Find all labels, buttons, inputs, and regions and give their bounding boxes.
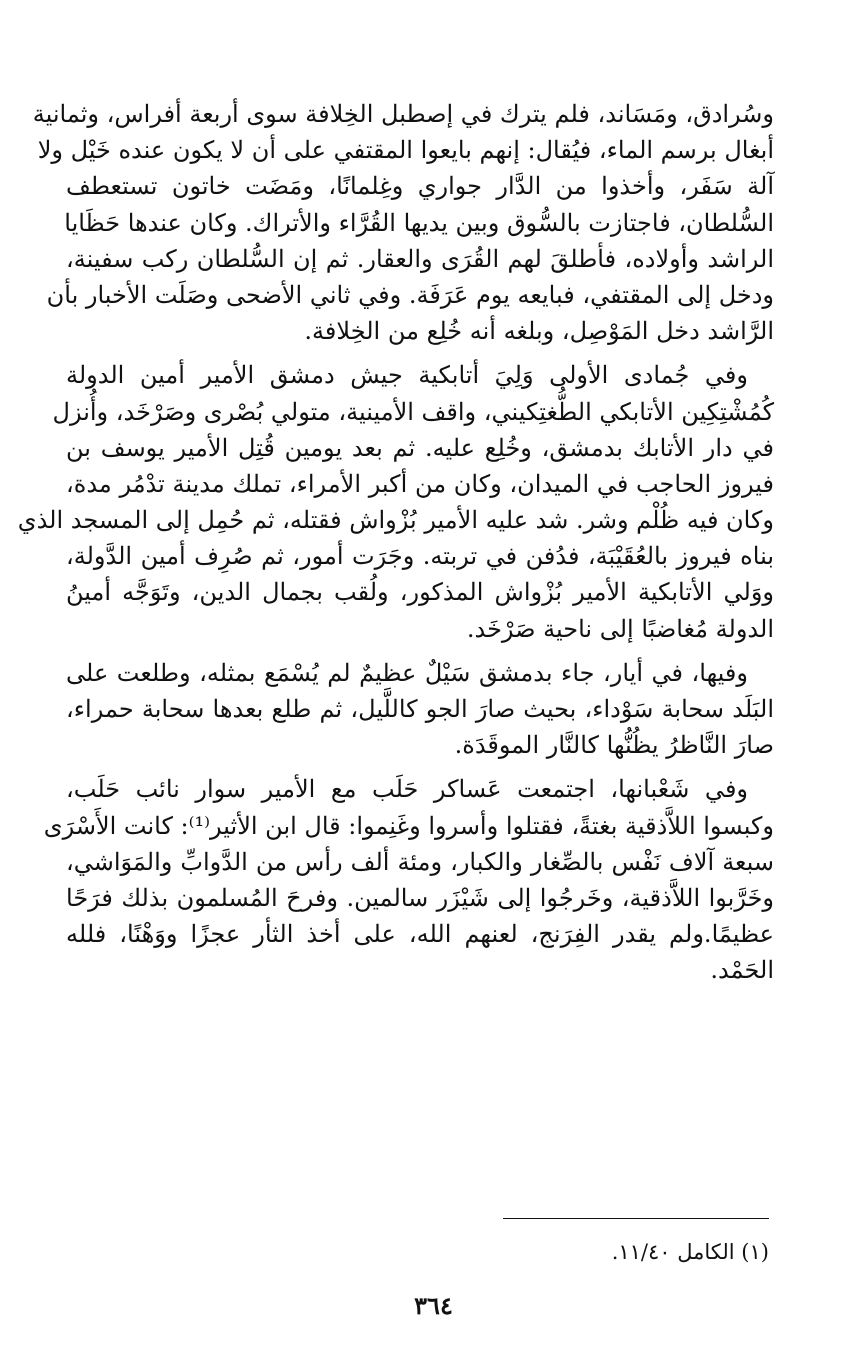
text-line: ووَلي الأتابكية الأمير بُزْواش المذكور، ولُقب بجمال الدين، وتَوَجَّه أمينُ: [66, 578, 774, 607]
text-line: بناه فيروز بالعُقَيْبَة، فدُفن في تربته. وجَرَت أمور، ثم صُرِف أمين الدَّولة،: [66, 542, 774, 571]
footnote: (١) الكامل ١١/٤٠.: [611, 1240, 769, 1264]
text-line: عظيمًا.ولم يقدر الفِرَنج، لعنهم الله، على أخذ الثأر عجزًا ووَهْنًا، فلله: [66, 920, 775, 949]
paragraph-3: [66, 655, 774, 764]
text-line: وكان فيه ظُلْم وشر. شد عليه الأمير بُزْواش فقتله، ثم حُمِل إلى المسجد الذي: [17, 506, 774, 535]
text-line: البَلَد سحابة سَوْداء، بحيث صارَ الجو كاللَّيل، ثم طلع بعدها سحابة حمراء،: [66, 695, 774, 723]
paragraph-4: [43, 771, 775, 988]
text-line: ودخل إلى المقتفي، فبايعه يوم عَرَفَة. وفي ثاني الأضحى وصَلَت الأخبار بأن: [46, 280, 774, 309]
text-line: الرَّاشد دخل المَوْصِل، وبلغه أنه خُلِع من الخِلافة.: [304, 317, 774, 346]
text-line: وخَرَّبوا اللاَّذقية، وخَرجُوا إلى شَيْزَر سالمين. وفرحَ المُسلمون بذلك فرَحًا: [66, 883, 774, 912]
text-line: السُّلطان، فاجتازت بالسُّوق وبين يديها القُرَّاء والأتراك. وكان عندها حَظَايا: [64, 208, 774, 237]
text-line: أبغال برسم الماء، فيُقال: إنهم بايعوا المقتفي على أن لا يكون عنده خَيْل ولا: [37, 136, 774, 165]
text-line: فيروز الحاجب في الميدان، وكان من أكبر الأمراء، تملك مدينة تدْمُر مدة،: [66, 469, 774, 498]
text-line: وفي شَعْبانها، اجتمعت عَساكر حَلَب مع الأمير سوار نائب حَلَب،: [66, 775, 748, 804]
text-line: الراشد وأولاده، فأطلقَ لهم القُرَى والعقار. ثم إن السُّلطان ركب سفينة،: [66, 244, 774, 273]
text-line: سبعة آلاف نَفْس بالصِّغار والكبار، ومئة ألف رأس من الدَّوابِّ والمَوَاشي،: [66, 847, 774, 876]
text-line: الدولة مُغاضبًا إلى ناحية صَرْخَد.: [466, 614, 774, 643]
footnote-divider: [503, 1218, 769, 1219]
paragraph-1: [32, 96, 774, 349]
text-line: صارَ النَّاظرُ يظُنُّها كالنَّار الموقَدَة.: [454, 731, 774, 760]
text-line: في دار الأتابك بدمشق، وخُلِع عليه. ثم بعد يومين قُتِل الأمير يوسف بن: [66, 433, 774, 462]
text-line: وفي جُمادى الأولى وَلِيَ أتابكية جيش دمشق الأمير أمين الدولة: [66, 361, 748, 390]
page-number: ٣٦٤: [414, 1291, 453, 1320]
text-line: وكبسوا اللاَّذقية بغتةً، فقتلوا وأسروا وغَنِموا: قال ابن الأثير⁽¹⁾: كانت الأَسْرَى: [43, 811, 774, 840]
text-line: كُمُشْتِكِين الأتابكي الطُّغتِكيني، واقف الأمينية، متولي بُصْرى وصَرْخَد، وأُنزل: [52, 397, 774, 426]
text-line: وسُرادق، ومَسَاند، فلم يترك في إصطبل الخِلافة سوى أربعة أفراس، وثمانية: [32, 100, 774, 128]
text-line: الحَمْد.: [710, 956, 774, 985]
text-line: آلة سَفَر، وأخذوا من الدَّار جواري وغِلمانًا، ومَضَت خاتون تستعطف: [66, 172, 774, 201]
text-line: وفيها، في أيار، جاء بدمشق سَيْلٌ عظيمٌ لم يُسْمَع بمثله، وطلعت على: [66, 658, 748, 687]
main-text: [17, 96, 775, 997]
paragraph-2: [17, 357, 774, 647]
